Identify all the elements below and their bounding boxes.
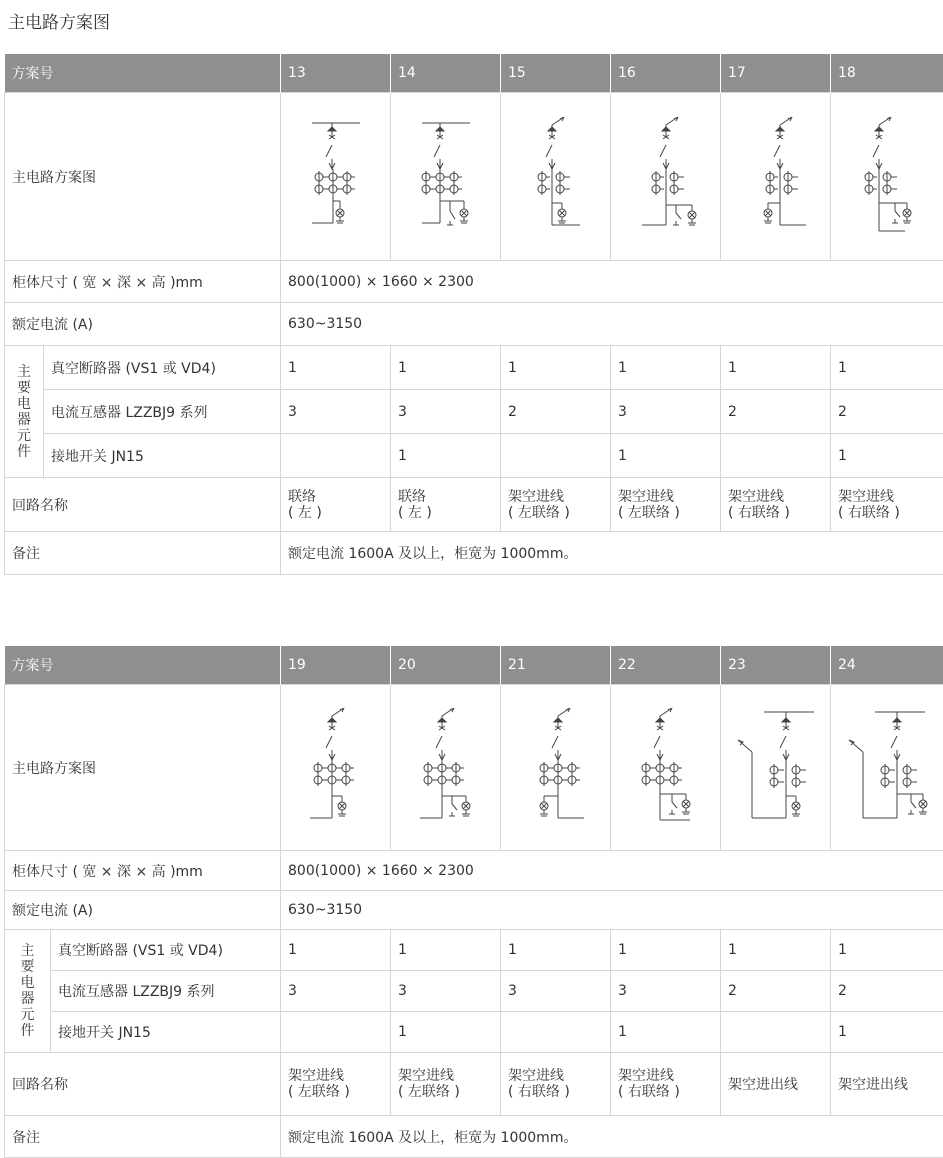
circuit-diagram-13 bbox=[300, 117, 372, 237]
component-count: 3 bbox=[611, 390, 721, 434]
component-count: 2 bbox=[831, 390, 943, 434]
remark-value: 额定电流 1600A 及以上，柜宽为 1000mm。 bbox=[281, 532, 943, 575]
circuit-name bbox=[391, 1053, 501, 1116]
component-count: 1 bbox=[391, 1012, 501, 1053]
circuit-name-label: 回路名称 bbox=[5, 478, 281, 532]
component-name: 电流互感器 LZZBJ9 系列 bbox=[44, 390, 281, 434]
scheme-number: 23 bbox=[721, 646, 831, 685]
circuit-diagram bbox=[611, 685, 721, 851]
component-count: 3 bbox=[391, 971, 501, 1012]
component-count: 2 bbox=[831, 971, 943, 1012]
component-row bbox=[5, 971, 943, 1012]
component-row bbox=[5, 434, 943, 478]
circuit-diagram-22 bbox=[630, 708, 702, 828]
group-char: 要 bbox=[17, 379, 31, 396]
component-count: 2 bbox=[721, 971, 831, 1012]
component-row bbox=[5, 1012, 943, 1053]
size-value: 800(1000) × 1660 × 2300 bbox=[281, 851, 943, 891]
header-row bbox=[5, 646, 943, 685]
circuit-name-line: ( 左联络 ) bbox=[398, 1084, 460, 1100]
component-count bbox=[501, 434, 611, 478]
circuit-name-line: ( 左联络 ) bbox=[618, 504, 680, 521]
component-count: 1 bbox=[281, 346, 391, 390]
scheme-number: 15 bbox=[501, 54, 611, 93]
circuit-name-line: 架空进线 bbox=[728, 488, 784, 505]
circuit-diagram bbox=[391, 685, 501, 851]
component-group-label bbox=[5, 346, 44, 478]
group-char: 件 bbox=[17, 443, 31, 460]
remark-label: 备注 bbox=[5, 1116, 281, 1158]
component-count: 1 bbox=[831, 1012, 943, 1053]
circuit-name bbox=[391, 478, 501, 532]
circuit-diagram bbox=[281, 685, 391, 851]
component-count: 3 bbox=[281, 390, 391, 434]
circuit-diagram-23 bbox=[730, 708, 822, 828]
current-value: 630~3150 bbox=[281, 891, 943, 930]
group-char: 元 bbox=[17, 427, 31, 444]
current-label: 额定电流 (A) bbox=[5, 303, 281, 346]
component-count bbox=[721, 434, 831, 478]
circuit-name-line: 架空进线 bbox=[288, 1068, 344, 1084]
circuit-diagram bbox=[721, 685, 831, 851]
size-label: 柜体尺寸 ( 宽 × 深 × 高 )mm bbox=[5, 851, 281, 891]
circuit-name-line: ( 右联络 ) bbox=[728, 504, 790, 521]
component-count: 1 bbox=[611, 930, 721, 971]
scheme-number: 13 bbox=[281, 54, 391, 93]
component-count bbox=[281, 434, 391, 478]
component-row bbox=[5, 930, 943, 971]
circuit-name bbox=[501, 1053, 611, 1116]
scheme-number: 18 bbox=[831, 54, 943, 93]
circuit-name-line: 架空进线 bbox=[618, 1068, 674, 1084]
component-count: 1 bbox=[611, 346, 721, 390]
size-label: 柜体尺寸 ( 宽 × 深 × 高 )mm bbox=[5, 261, 281, 303]
circuit-name bbox=[721, 478, 831, 532]
circuit-name-line: 架空进线 bbox=[618, 488, 674, 505]
circuit-diagram bbox=[831, 685, 943, 851]
size-value: 800(1000) × 1660 × 2300 bbox=[281, 261, 943, 303]
component-count: 3 bbox=[501, 971, 611, 1012]
remark-label: 备注 bbox=[5, 532, 281, 575]
circuit-name: 架空进出线 bbox=[831, 1053, 943, 1116]
circuit-diagram bbox=[501, 93, 611, 261]
circuit-diagram-17 bbox=[740, 117, 812, 237]
component-count: 1 bbox=[391, 434, 501, 478]
circuit-diagram bbox=[611, 93, 721, 261]
component-name: 真空断路器 (VS1 或 VD4) bbox=[44, 346, 281, 390]
circuit-name bbox=[831, 478, 943, 532]
component-count bbox=[281, 1012, 391, 1053]
circuit-diagram-21 bbox=[520, 708, 592, 828]
circuit-name-line: ( 右联络 ) bbox=[618, 1084, 680, 1100]
component-name: 电流互感器 LZZBJ9 系列 bbox=[51, 971, 281, 1012]
component-row bbox=[5, 346, 943, 390]
group-char: 电 bbox=[20, 975, 35, 991]
circuit-diagram-19 bbox=[300, 708, 372, 828]
component-count bbox=[721, 1012, 831, 1053]
component-count: 1 bbox=[831, 434, 943, 478]
scheme-table-1 bbox=[4, 54, 943, 575]
component-group-label bbox=[5, 930, 51, 1053]
circuit-diagram bbox=[281, 93, 391, 261]
header-label: 方案号 bbox=[5, 54, 281, 93]
scheme-number: 24 bbox=[831, 646, 943, 685]
component-count: 2 bbox=[721, 390, 831, 434]
circuit-name: 架空进出线 bbox=[721, 1053, 831, 1116]
size-row bbox=[5, 261, 943, 303]
current-row bbox=[5, 303, 943, 346]
component-row bbox=[5, 390, 943, 434]
component-count bbox=[501, 1012, 611, 1053]
circuit-name-line: ( 左 ) bbox=[288, 504, 322, 521]
page-title: 主电路方案图 bbox=[8, 13, 110, 33]
circuit-name bbox=[611, 1053, 721, 1116]
component-count: 2 bbox=[501, 390, 611, 434]
component-name: 接地开关 JN15 bbox=[51, 1012, 281, 1053]
group-char: 主 bbox=[17, 363, 31, 380]
circuit-name-line: 架空进线 bbox=[508, 1068, 564, 1084]
component-name: 接地开关 JN15 bbox=[44, 434, 281, 478]
component-count: 1 bbox=[721, 346, 831, 390]
component-name: 真空断路器 (VS1 或 VD4) bbox=[51, 930, 281, 971]
current-label: 额定电流 (A) bbox=[5, 891, 281, 930]
circuit-diagram bbox=[391, 93, 501, 261]
circuit-diagram-20 bbox=[410, 708, 482, 828]
diagram-row bbox=[5, 685, 943, 851]
circuit-diagram bbox=[721, 93, 831, 261]
circuit-name-line: ( 左 ) bbox=[398, 504, 432, 521]
diagram-row-label: 主电路方案图 bbox=[5, 685, 281, 851]
component-count: 1 bbox=[831, 930, 943, 971]
circuit-name bbox=[281, 1053, 391, 1116]
circuit-name-line: ( 左联络 ) bbox=[288, 1084, 350, 1100]
scheme-table-2 bbox=[4, 646, 943, 1158]
component-count: 1 bbox=[281, 930, 391, 971]
circuit-diagram-15 bbox=[520, 117, 592, 237]
circuit-name-line: ( 右联络 ) bbox=[838, 504, 900, 521]
component-count: 3 bbox=[391, 390, 501, 434]
circuit-diagram-24 bbox=[841, 708, 933, 828]
circuit-diagram-16 bbox=[630, 117, 702, 237]
group-char: 主 bbox=[20, 943, 35, 959]
circuit-name-line: ( 右联络 ) bbox=[508, 1084, 570, 1100]
circuit-diagram-18 bbox=[851, 117, 923, 237]
circuit-diagram bbox=[831, 93, 943, 261]
component-count: 1 bbox=[501, 346, 611, 390]
component-count: 3 bbox=[611, 971, 721, 1012]
scheme-number: 20 bbox=[391, 646, 501, 685]
scheme-number: 16 bbox=[611, 54, 721, 93]
circuit-name-row bbox=[5, 478, 943, 532]
circuit-name bbox=[281, 478, 391, 532]
scheme-number: 14 bbox=[391, 54, 501, 93]
diagram-row bbox=[5, 93, 943, 261]
component-count: 1 bbox=[611, 1012, 721, 1053]
circuit-name-row bbox=[5, 1053, 943, 1116]
circuit-name bbox=[501, 478, 611, 532]
component-count: 1 bbox=[501, 930, 611, 971]
group-char: 要 bbox=[20, 959, 35, 975]
remark-row bbox=[5, 532, 943, 575]
component-count: 1 bbox=[391, 346, 501, 390]
remark-value: 额定电流 1600A 及以上，柜宽为 1000mm。 bbox=[281, 1116, 943, 1158]
group-char: 件 bbox=[20, 1023, 35, 1039]
circuit-name-line: 架空进线 bbox=[508, 488, 564, 505]
circuit-diagram bbox=[501, 685, 611, 851]
circuit-name-line: 架空进线 bbox=[398, 1068, 454, 1084]
circuit-name bbox=[611, 478, 721, 532]
group-char: 元 bbox=[20, 1007, 35, 1023]
component-count: 1 bbox=[831, 346, 943, 390]
header-row bbox=[5, 54, 943, 93]
group-char: 电 bbox=[17, 395, 31, 412]
component-count: 1 bbox=[611, 434, 721, 478]
remark-row bbox=[5, 1116, 943, 1158]
size-row bbox=[5, 851, 943, 891]
circuit-name-line: 联络 bbox=[288, 488, 316, 505]
circuit-name-line: 架空进线 bbox=[838, 488, 894, 505]
component-count: 1 bbox=[721, 930, 831, 971]
circuit-name-line: ( 左联络 ) bbox=[508, 504, 570, 521]
header-label: 方案号 bbox=[5, 646, 281, 685]
current-value: 630~3150 bbox=[281, 303, 943, 346]
circuit-diagram-14 bbox=[410, 117, 482, 237]
group-char: 器 bbox=[17, 411, 31, 428]
scheme-number: 21 bbox=[501, 646, 611, 685]
group-char: 器 bbox=[20, 991, 35, 1007]
component-count: 1 bbox=[391, 930, 501, 971]
circuit-name-line: 联络 bbox=[398, 488, 426, 505]
scheme-number: 17 bbox=[721, 54, 831, 93]
scheme-number: 22 bbox=[611, 646, 721, 685]
circuit-name-label: 回路名称 bbox=[5, 1053, 281, 1116]
diagram-row-label: 主电路方案图 bbox=[5, 93, 281, 261]
current-row bbox=[5, 891, 943, 930]
scheme-number: 19 bbox=[281, 646, 391, 685]
component-count: 3 bbox=[281, 971, 391, 1012]
